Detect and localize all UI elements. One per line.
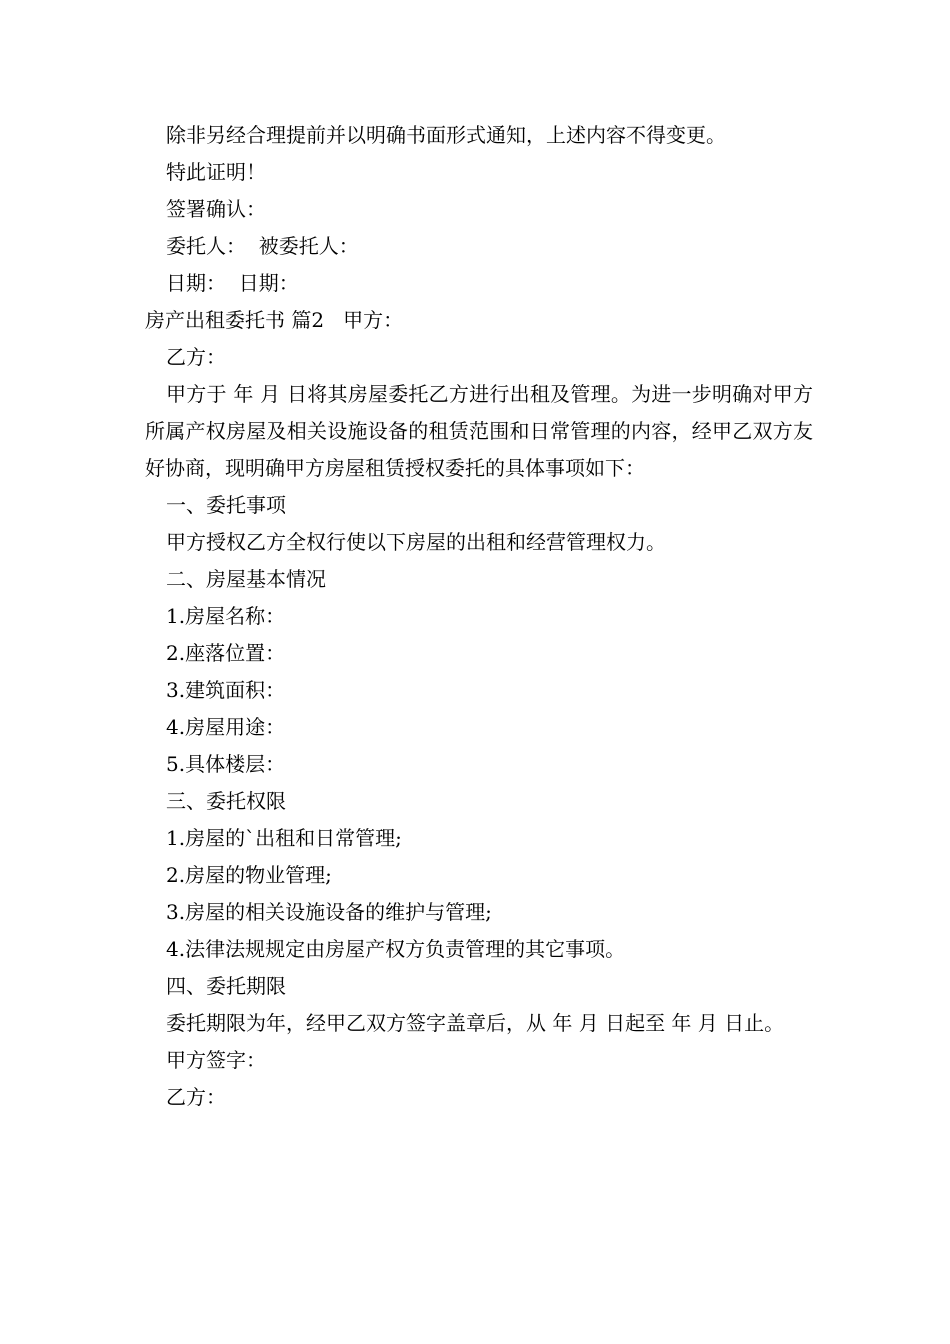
paragraph-sign-confirm: 签署确认： (166, 197, 266, 221)
paragraph-certify: 特此证明！ (166, 160, 266, 184)
list-item-use: 4.房屋用途： (166, 715, 286, 739)
signature-party-b: 乙方： (166, 1085, 226, 1109)
list-item-rent-management: 1.房屋的`出租和日常管理; (166, 826, 402, 850)
list-item-area: 3.建筑面积： (166, 678, 286, 702)
list-item-floor: 5.具体楼层： (166, 752, 286, 776)
paragraph-dates: 日期： 日期： (166, 271, 299, 295)
list-item-location: 2.座落位置： (166, 641, 286, 665)
paragraph-parties: 委托人： 被委托人： (166, 234, 359, 258)
paragraph-notice: 除非另经合理提前并以明确书面形式通知，上述内容不得变更。 (166, 123, 726, 147)
list-item-property-management: 2.房屋的物业管理; (166, 863, 332, 887)
heading-house-info: 二、房屋基本情况 (166, 567, 326, 591)
paragraph-party-b: 乙方： (166, 345, 226, 369)
document-page (145, 117, 813, 1116)
paragraph-entrusted-matters: 甲方授权乙方全权行使以下房屋的出租和经营管理权力。 (166, 530, 666, 554)
list-item-other-matters: 4.法律法规规定由房屋产权方负责管理的其它事项。 (166, 937, 626, 961)
heading-term: 四、委托期限 (166, 974, 286, 998)
paragraph-intro: 甲方于 年 月 日将其房屋委托乙方进行出租及管理。为进一步明确对甲方所属产权房屋及相关设施设备的租赁范围和日常管理的内容，经甲乙双方友好协商，现明确甲方房屋租赁授权委托的具体事项如下： (145, 382, 813, 480)
section-title: 房产出租委托书 篇2 甲方： (145, 308, 404, 332)
list-item-house-name: 1.房屋名称： (166, 604, 286, 628)
list-item-facilities: 3.房屋的相关设施设备的维护与管理; (166, 900, 492, 924)
heading-authority: 三、委托权限 (166, 789, 286, 813)
heading-entrusted-matters: 一、委托事项 (166, 493, 286, 517)
paragraph-term: 委托期限为年，经甲乙双方签字盖章后，从 年 月 日起至 年 月 日止。 (166, 1011, 785, 1035)
signature-party-a: 甲方签字： (166, 1048, 266, 1072)
